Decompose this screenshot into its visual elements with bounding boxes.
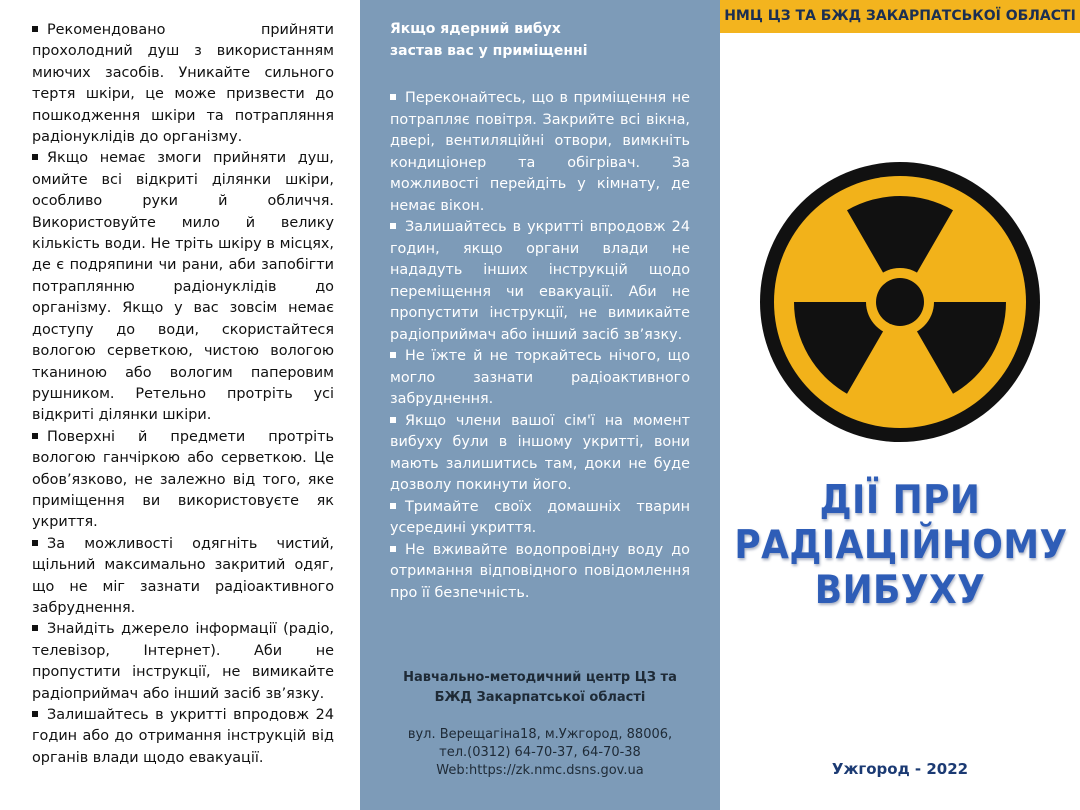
middle-section-title [390, 18, 690, 62]
address: вул. Верещагіна18, м.Ужгород, 88006, [407, 727, 673, 742]
organization-footer [360, 668, 720, 780]
list-item: Якщо немає змоги прийняти душ, омийте всі відкриті ділянки шкіри, особливо руки й обличчя. Використовуйте мило й велику кількість води. Не тріть шкіру в місцях, де є подряпини чи рани, аби запобігти потраплянню радіонуклідів до організму. Якщо у вас зовсім немає доступу до води, скористайтеся вологою серветкою, чистою вологою тканиною або вологим паперовим рушником. Ретельно протріть усі відкриті ділянки шкіри. [32, 148, 334, 426]
list-item: Поверхні й предмети протріть вологою ганчіркою або серветкою. Це обов’язково, не залежно від того, яке приміщення ви використовуєте як укриття. [32, 427, 334, 534]
header-banner: НМЦ ЦЗ ТА БЖД ЗАКАРПАТСЬКОЇ ОБЛАСТІ [720, 0, 1080, 33]
org-line: БЖД Закарпатської області [434, 690, 646, 705]
left-instructions-list [32, 20, 334, 769]
radiation-trefoil-icon [760, 162, 1040, 442]
list-item: Знайдіть джерело інформації (радіо, телевізор, Інтернет). Аби не пропустити інструкції, не вимикайте радіоприймач або інший засіб зв’язку. [32, 619, 334, 705]
list-item: Переконайтесь, що в приміщення не потрапляє повітря. Закрийте всі вікна, двері, вентиляційні отвори, вимкніть кондиціонер та обігрівач. За можливості перейдіть у кімнату, де немає вікон. [390, 88, 690, 217]
right-column [720, 0, 1080, 810]
list-item: Не вживайте водопровідну воду до отримання відповідного повідомлення про її безпечність. [390, 540, 690, 605]
organization-name [360, 668, 720, 708]
title-line: ДІЇ ПРИ [819, 478, 981, 523]
list-item: Тримайте своїх домашніх тварин усередині укриття. [390, 497, 690, 540]
website-link[interactable]: Web:https://zk.nmc.dsns.gov.ua [436, 763, 644, 778]
title-line: застав вас у приміщенні [390, 43, 588, 59]
list-item: Рекомендовано прийняти прохолодний душ з використанням миючих засобів. Уникайте сильного тертя шкіри, це може призвести до пошкодження шкіри та потрапляння радіонуклідів до організму. [32, 20, 334, 148]
list-item: Залишайтесь в укритті впродовж 24 годин або до отримання інструкцій від органів влади щодо евакуації. [32, 705, 334, 769]
list-item: За можливості одягніть чистий, щільний максимально закритий одяг, що не міг зазнати радіоактивного забруднення. [32, 534, 334, 620]
left-column [0, 0, 360, 810]
title-line: РАДІАЦІЙНОМУ [734, 523, 1068, 568]
middle-column [360, 0, 720, 810]
contacts [360, 726, 720, 780]
list-item: Залишайтесь в укритті впродовж 24 годин, якщо органи влади не нададуть інших інструкцій щодо переміщення чи евакуації. Аби не пропустити інструкції, не вимикайте радіоприймач або інший засіб зв’язку. [390, 217, 690, 346]
phones: тел.(0312) 64-70-37, 64-70-38 [439, 745, 641, 760]
city-year: Ужгород - 2022 [831, 760, 969, 778]
title-line: Якщо ядерний вибух [390, 21, 561, 37]
title-line: ВИБУХУ [814, 568, 986, 613]
list-item: Не їжте й не торкайтесь нічого, що могло зазнати радіоактивного забруднення. [390, 346, 690, 411]
list-item: Якщо члени вашої сім'ї на момент вибуху були в іншому укритті, вони мають залишитись там, доки не буде дозволу покинути його. [390, 411, 690, 497]
org-line: Навчально-методичний центр ЦЗ та [403, 670, 677, 685]
brochure-title [720, 478, 1080, 613]
indoor-instructions-list [390, 88, 690, 604]
trefoil-center [876, 278, 924, 326]
